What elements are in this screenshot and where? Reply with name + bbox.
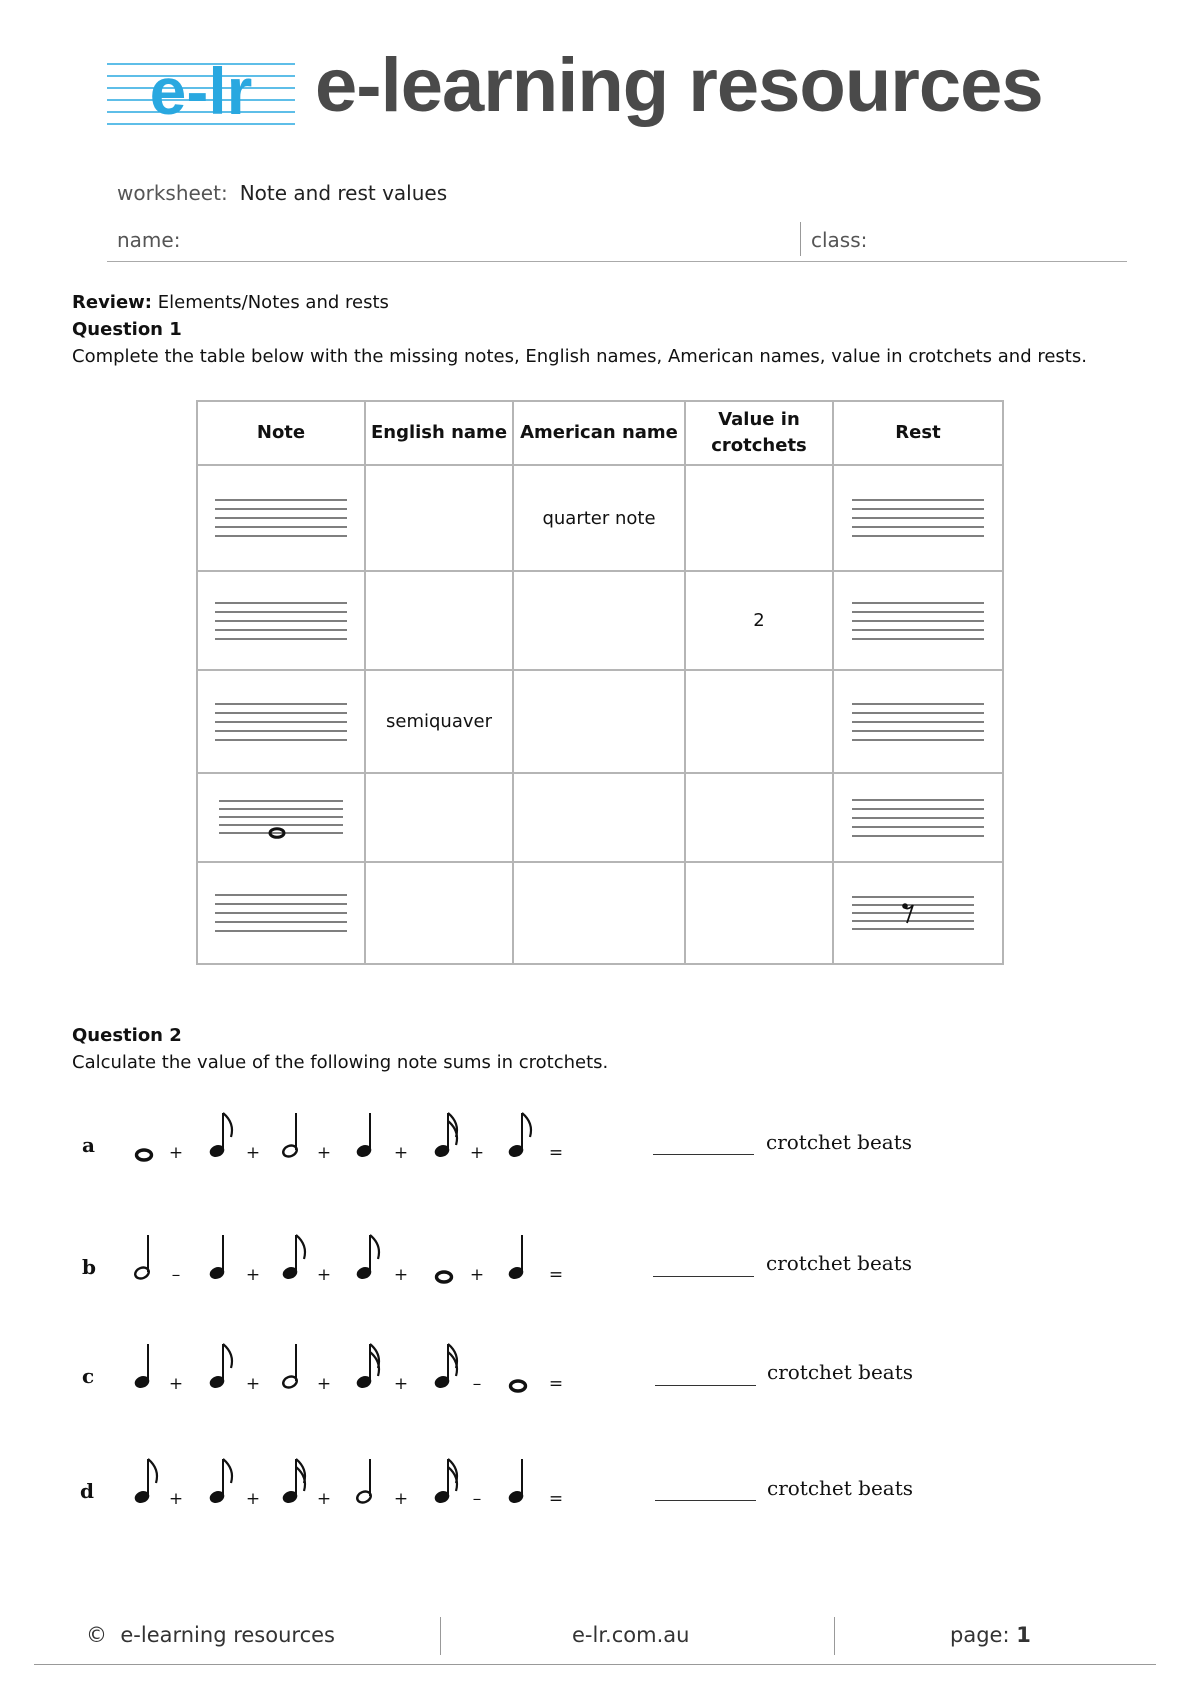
field-underline — [107, 261, 1127, 262]
semiquaver-note-icon — [434, 1113, 457, 1158]
semibreve-note-icon — [511, 1381, 526, 1391]
english-name-cell[interactable] — [365, 571, 513, 670]
value-cell[interactable] — [685, 465, 833, 571]
empty-staff — [215, 891, 347, 935]
operator-sign: + — [316, 1374, 332, 1394]
american-name-cell[interactable] — [513, 862, 685, 964]
english-name-cell[interactable] — [365, 465, 513, 571]
operator-sign: + — [168, 1489, 184, 1509]
crotchet-note-icon — [356, 1113, 373, 1158]
note-cell[interactable] — [197, 862, 365, 964]
operator-sign: – — [472, 1374, 482, 1394]
answer-blank-d[interactable] — [655, 1500, 756, 1501]
quaver-note-icon — [508, 1113, 531, 1158]
header-english-name: English name — [365, 401, 513, 465]
empty-staff — [852, 599, 984, 643]
value-cell[interactable] — [685, 670, 833, 773]
value-cell[interactable]: 2 — [685, 571, 833, 670]
footer-line — [34, 1664, 1156, 1665]
crotchet-note-icon — [508, 1459, 525, 1504]
quaver-note-icon — [209, 1113, 232, 1158]
rest-cell[interactable] — [833, 773, 1003, 862]
footer-divider — [834, 1617, 835, 1655]
header-value-line1: Value in — [718, 409, 800, 430]
note-cell[interactable] — [197, 465, 365, 571]
header-american-name: American name — [513, 401, 685, 465]
note-rest-table — [196, 400, 1004, 965]
answer-blank-a[interactable] — [653, 1154, 754, 1155]
minim-note-icon — [356, 1459, 373, 1504]
semiquaver-note-icon — [356, 1344, 379, 1389]
sum-letter-c: c — [82, 1364, 95, 1388]
operator-sign: + — [245, 1489, 261, 1509]
beats-label-a: crotchet beats — [766, 1130, 913, 1154]
sum-letter-a: a — [82, 1133, 95, 1157]
minim-note-icon — [282, 1113, 299, 1158]
beats-label-b: crotchet beats — [766, 1251, 913, 1275]
note-cell[interactable] — [197, 571, 365, 670]
operator-sign: + — [316, 1143, 332, 1163]
worksheet-line — [117, 181, 447, 205]
copyright-icon: © — [86, 1623, 107, 1647]
logo-name: e-learning resources — [315, 43, 1043, 128]
operator-sign: + — [469, 1265, 485, 1285]
footer-divider — [440, 1617, 441, 1655]
empty-staff — [215, 496, 347, 540]
footer-company — [86, 1623, 335, 1647]
operator-sign: + — [168, 1143, 184, 1163]
operator-sign: + — [245, 1374, 261, 1394]
logo-mark — [107, 58, 295, 130]
table-row — [197, 670, 1003, 773]
semiquaver-note-icon — [434, 1459, 457, 1504]
quaver-note-icon — [134, 1459, 157, 1504]
operator-sign: + — [245, 1265, 261, 1285]
table-row — [197, 465, 1003, 571]
semibreve-staff — [219, 796, 343, 840]
footer-page-number: 1 — [1016, 1623, 1031, 1647]
beats-label-d: crotchet beats — [767, 1476, 914, 1500]
empty-staff — [215, 700, 347, 744]
operator-sign: + — [469, 1143, 485, 1163]
operator-sign: + — [393, 1265, 409, 1285]
table-header-row — [197, 401, 1003, 465]
question2-instruction: Calculate the value of the following note sums in crotchets. — [72, 1052, 609, 1073]
operator-sign: + — [316, 1265, 332, 1285]
american-name-cell[interactable] — [513, 670, 685, 773]
value-cell[interactable] — [685, 773, 833, 862]
answer-blank-b[interactable] — [653, 1276, 754, 1277]
operator-sign: + — [245, 1143, 261, 1163]
logo-mark-text: e-lr — [149, 58, 253, 128]
review-line — [72, 292, 389, 313]
crotchet-note-icon — [209, 1235, 226, 1280]
name-field-label[interactable]: name: — [117, 228, 181, 252]
minim-note-icon — [134, 1235, 151, 1280]
footer-page — [950, 1623, 1031, 1647]
english-name-cell[interactable] — [365, 773, 513, 862]
american-name-cell[interactable] — [513, 773, 685, 862]
beats-label-c: crotchet beats — [767, 1360, 914, 1384]
semiquaver-note-icon — [282, 1459, 305, 1504]
operator-sign: + — [393, 1489, 409, 1509]
operator-sign: + — [316, 1489, 332, 1509]
question2-title: Question 2 — [72, 1025, 182, 1046]
header-rest: Rest — [833, 401, 1003, 465]
american-name-cell[interactable]: quarter note — [513, 465, 685, 571]
header-value-line2: crotchets — [711, 435, 807, 456]
american-name-cell[interactable] — [513, 571, 685, 670]
quaver-rest-staff — [852, 893, 974, 933]
note-sum-c — [130, 1328, 620, 1398]
equals-sign: = — [548, 1489, 564, 1509]
equals-sign: = — [548, 1265, 564, 1285]
sum-letter-b: b — [82, 1255, 96, 1279]
footer-website[interactable]: e-lr.com.au — [572, 1623, 690, 1647]
semibreve-note-icon — [437, 1272, 452, 1282]
operator-sign: + — [393, 1374, 409, 1394]
operator-sign: – — [171, 1265, 181, 1285]
english-name-cell[interactable] — [365, 862, 513, 964]
worksheet-label: worksheet: — [117, 181, 228, 205]
rest-cell[interactable] — [833, 862, 1003, 964]
note-cell[interactable] — [197, 670, 365, 773]
question1-title: Question 1 — [72, 319, 182, 340]
quaver-note-icon — [209, 1344, 232, 1389]
value-cell[interactable] — [685, 862, 833, 964]
empty-staff — [215, 599, 347, 643]
header-note: Note — [197, 401, 365, 465]
sum-letter-d: d — [80, 1479, 94, 1503]
quaver-note-icon — [209, 1459, 232, 1504]
answer-blank-c[interactable] — [655, 1385, 756, 1386]
crotchet-note-icon — [134, 1344, 151, 1389]
note-sum-b — [130, 1219, 620, 1289]
table-row — [197, 773, 1003, 862]
footer-company-name: e-learning resources — [120, 1623, 335, 1647]
rest-cell[interactable] — [833, 465, 1003, 571]
note-sum-d — [130, 1443, 620, 1513]
operator-sign: + — [168, 1374, 184, 1394]
question1-instruction: Complete the table below with the missing notes, English names, American names, value in crotchets and rests. — [72, 346, 1087, 367]
empty-staff — [852, 700, 984, 744]
table-row — [197, 862, 1003, 964]
quaver-note-icon — [356, 1235, 379, 1280]
review-text: Elements/Notes and rests — [157, 292, 389, 313]
operator-sign: – — [472, 1489, 482, 1509]
semibreve-note-icon — [137, 1150, 152, 1160]
equals-sign: = — [548, 1143, 564, 1163]
rest-cell[interactable] — [833, 571, 1003, 670]
footer-page-label: page: — [950, 1623, 1010, 1647]
table-row — [197, 571, 1003, 670]
quaver-note-icon — [282, 1235, 305, 1280]
empty-staff — [852, 496, 984, 540]
class-field-label[interactable]: class: — [811, 228, 868, 252]
review-label: Review: — [72, 292, 153, 313]
operator-sign: + — [393, 1143, 409, 1163]
note-cell[interactable] — [197, 773, 365, 862]
crotchet-note-icon — [508, 1235, 525, 1280]
note-sum-a — [130, 1097, 620, 1167]
equals-sign: = — [548, 1374, 564, 1394]
header-value — [685, 401, 833, 465]
empty-staff — [852, 796, 984, 840]
worksheet-title: Note and rest values — [239, 181, 448, 205]
minim-note-icon — [282, 1344, 299, 1389]
semiquaver-note-icon — [434, 1344, 457, 1389]
rest-cell[interactable] — [833, 670, 1003, 773]
field-divider — [800, 222, 801, 256]
english-name-cell[interactable]: semiquaver — [365, 670, 513, 773]
